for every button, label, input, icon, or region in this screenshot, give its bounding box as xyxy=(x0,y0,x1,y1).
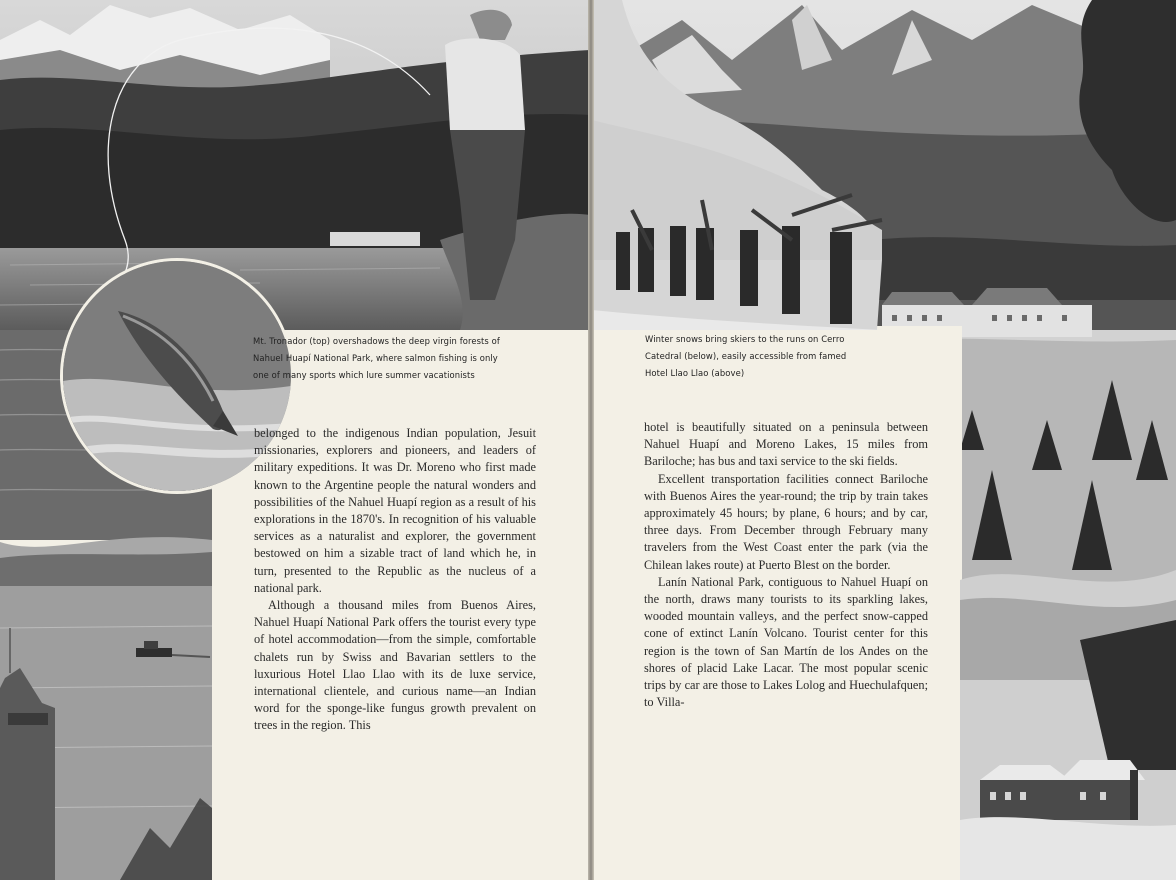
village-photo xyxy=(960,560,1176,880)
caption-line: one of many sports which lure summer vacationists xyxy=(253,370,475,380)
right-photo-caption xyxy=(645,331,905,382)
left-body-text xyxy=(254,425,536,735)
right-page xyxy=(592,0,1176,880)
caption-line: Mt. Tronador (top) overshadows the deep virgin forests of xyxy=(253,336,500,346)
caption-line: Nahuel Huapí National Park, where salmon fishing is only xyxy=(253,353,498,363)
caption-line: Catedral (below), easily accessible from famed xyxy=(645,351,847,361)
right-body-text xyxy=(644,419,928,711)
lake-boat-photo xyxy=(0,528,212,880)
mountain-lake-photo xyxy=(0,0,590,330)
left-photo-caption xyxy=(253,333,553,384)
caption-line: Hotel Llao Llao (above) xyxy=(645,368,745,378)
page-gutter xyxy=(588,0,594,880)
paragraph: belonged to the indigenous Indian population, Jesuit missionaries, explorers and pioneers, and leaders of military expeditions. It was Dr. Moreno who first made known to the Argentine people the natural wonders and possibilities of the Nahuel Huapí region as a result of his explorations in the 1870's. In recognition of his valuable services as a naturalist and explorer, the government bestowed on him a sizable tract of land which he, in turn, presented to the Republic as the nucleus of a national park. xyxy=(254,426,536,595)
paragraph: Lanín National Park, contiguous to Nahuel Huapí on the north, draws many tourists to its sparkling lakes, wooded mountain valleys, and the perfect snow-capped cone of extinct Lanín Volcano. Tourist center for this region is the town of San Martín de los Andes on the shores of placid Lake Lacar. The most popular scenic trips by car are those to Lakes Lolog and Huechulafquen; to Villa- xyxy=(644,574,928,710)
paragraph: Excellent transportation facilities connect Bariloche with Buenos Aires the year-round; the trip by train takes approximately 45 hours; by plane, 6 hours; and by car, three days. From December through February many travelers from the West Coast enter the park (via the Chilean lakes route) at Puerto Blest on the border. xyxy=(644,471,928,572)
paragraph: hotel is beautifully situated on a peninsula between Nahuel Huapí and Moreno Lakes, 15 miles from Bariloche; has bus and taxi service to the ski fields. xyxy=(644,420,928,469)
skiers-photo xyxy=(592,0,892,330)
paragraph: Although a thousand miles from Buenos Aires, Nahuel Huapí National Park offers the tourist every type of hotel accommodation—from the simple, comfortable chalets run by Swiss and Bavarian settlers to the luxurious Hotel Llao Llao with its de luxe service, international clientele, and curious name—an Indian word for the sponge-like fungus growth prevalent on trees in the region. This xyxy=(254,598,536,733)
caption-line: Winter snows bring skiers to the runs on Cerro xyxy=(645,334,845,344)
